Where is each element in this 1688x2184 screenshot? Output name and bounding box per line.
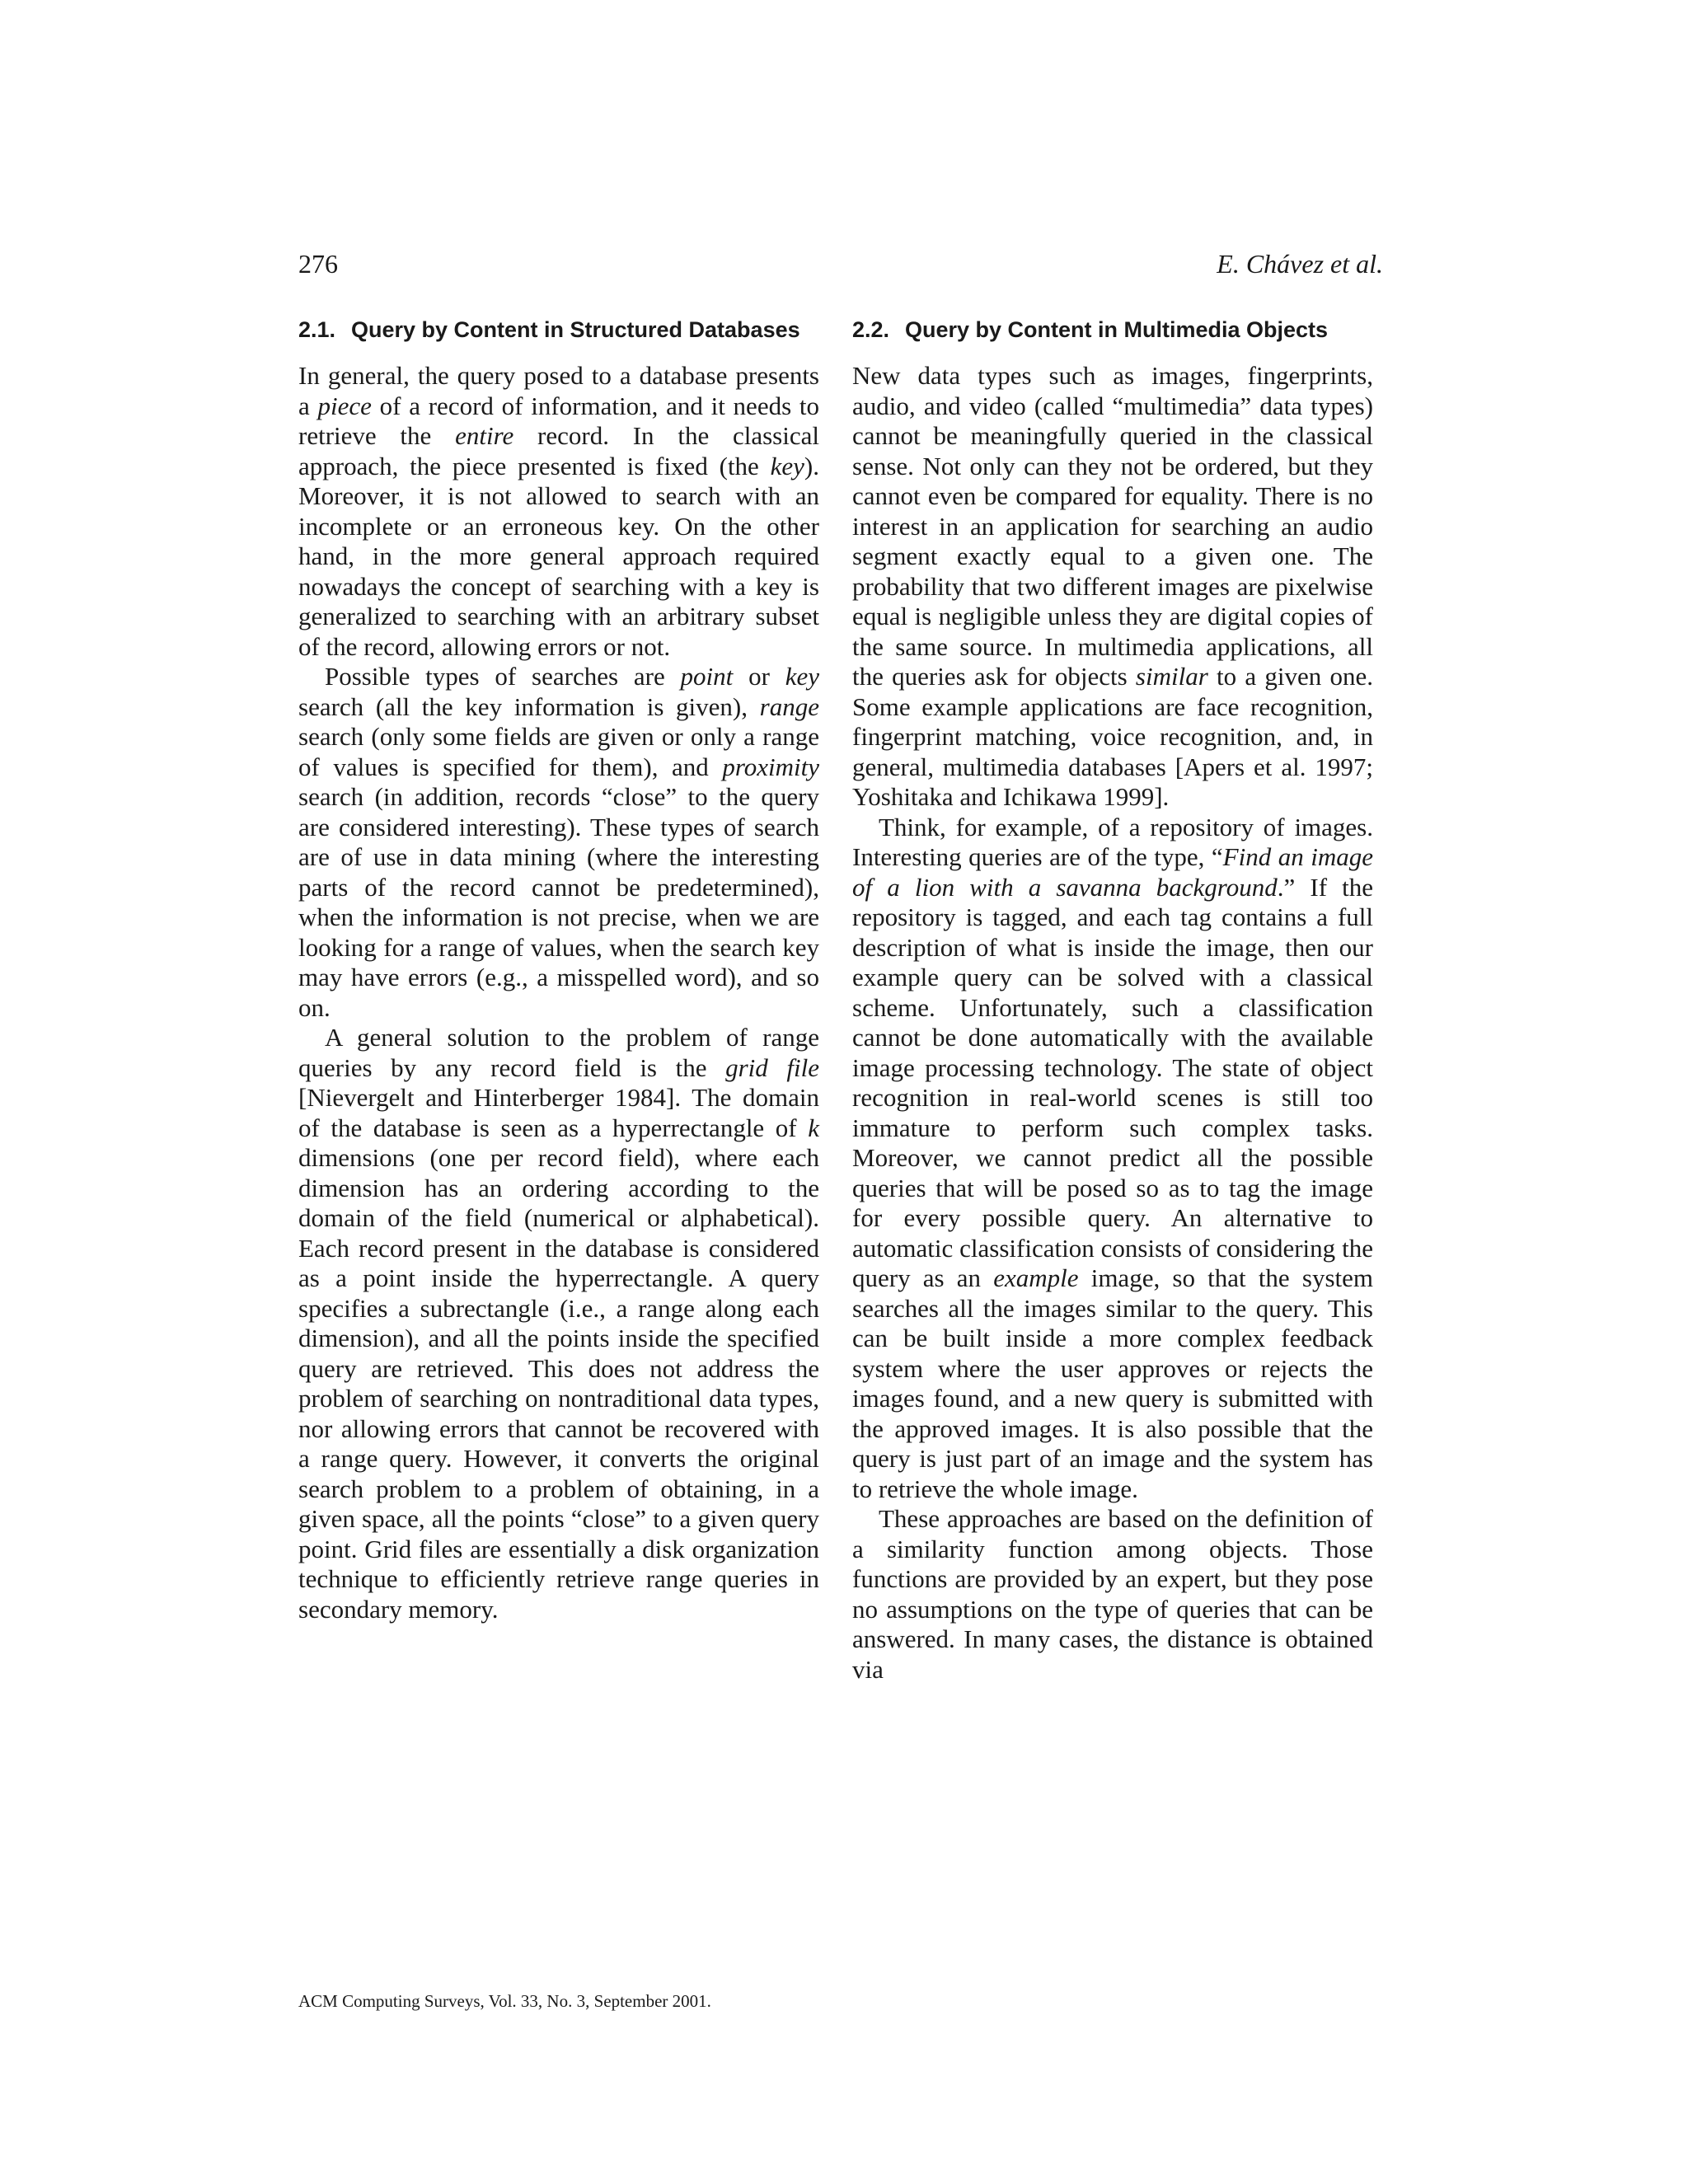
running-head: E. Chávez et al. — [1217, 249, 1383, 279]
page-number: 276 — [298, 249, 338, 279]
left-column — [298, 315, 819, 1624]
section-heading-2-2 — [852, 315, 1373, 344]
section-title: Query by Content in Multimedia Objects — [905, 317, 1329, 342]
section-number: 2.1. — [298, 317, 336, 342]
section-heading-2-1 — [298, 315, 819, 344]
section-title: Query by Content in Structured Databases — [351, 317, 800, 342]
paragraph: Possible types of searches are point or key search (all the key information is given), range search (only some fields are given or only a range of values is specified for them), and proximity search (in addition, records “close” to the query are considered interesting). These types of search are of use in data mining (where the interesting parts of the record cannot be predetermined), when the information is not precise, when we are looking for a range of values, when the search key may have errors (e.g., a misspelled word), and so on. — [298, 662, 819, 1022]
section-number: 2.2. — [852, 317, 890, 342]
paragraph: A general solution to the problem of range queries by any record field is the grid file [Nievergelt and Hinterberger 1984]. The domain of the database is seen as a hyperrectangle of k dimensions (one per record field), where each dimension has an ordering according to the domain of the field (numerical or alphabetical). Each record present in the database is considered as a point inside the hyperrectangle. A query specifies a subrectangle (i.e., a range along each dimension), and all the points inside the specified query are retrieved. This does not address the problem of searching on nontraditional data types, nor allowing errors that cannot be recovered with a range query. However, it converts the original search problem to a problem of obtaining, in a given space, all the points “close” to a given query point. Grid files are essentially a disk organization technique to efficiently retrieve range queries in secondary memory. — [298, 1023, 819, 1624]
paragraph: New data types such as images, fingerprints, audio, and video (called “multimedia” data types) cannot be meaningfully queried in the classical sense. Not only can they not be ordered, but they cannot even be compared for equality. There is no interest in an application for searching an audio segment exactly equal to a given one. The probability that two different images are pixelwise equal is negligible unless they are digital copies of the same source. In multimedia applications, all the queries ask for objects similar to a given one. Some example applications are face recognition, fingerprint matching, voice recognition, and, in general, multimedia databases [Apers et al. 1997; Yoshitaka and Ichikawa 1999]. — [852, 361, 1373, 811]
paragraph: These approaches are based on the definition of a similarity function among objects. Those functions are provided by an expert, but they pose no assumptions on the type of queries that can be answered. In many cases, the distance is obtained via — [852, 1504, 1373, 1684]
right-column — [852, 315, 1373, 1685]
paragraph: In general, the query posed to a database presents a piece of a record of information, and it needs to retrieve the entire record. In the classical approach, the piece presented is fixed (the key). Moreover, it is not allowed to search with an incomplete or an erroneous key. On the other hand, in the more general approach required nowadays the concept of searching with a key is generalized to searching with an arbitrary subset of the record, allowing errors or not. — [298, 361, 820, 661]
footer-citation: ACM Computing Surveys, Vol. 33, No. 3, September 2001. — [298, 1991, 711, 2011]
paragraph: Think, for example, of a repository of images. Interesting queries are of the type, “Find an image of a lion with a savanna background.” If the repository is tagged, and each tag contains a full description of what is inside the image, then our example query can be solved with a classical scheme. Unfortunately, such a classification cannot be done automatically with the available image processing technology. The state of object recognition in real-world scenes is still too immature to perform such complex tasks. Moreover, we cannot predict all the possible queries that will be posed so as to tag the image for every possible query. An alternative to automatic classification consists of considering the query as an example image, so that the system searches all the images similar to the query. This can be built inside a more complex feedback system where the user approves or rejects the images found, and a new query is submitted with the approved images. It is also possible that the query is just part of an image and the system has to retrieve the whole image. — [852, 812, 1374, 1503]
